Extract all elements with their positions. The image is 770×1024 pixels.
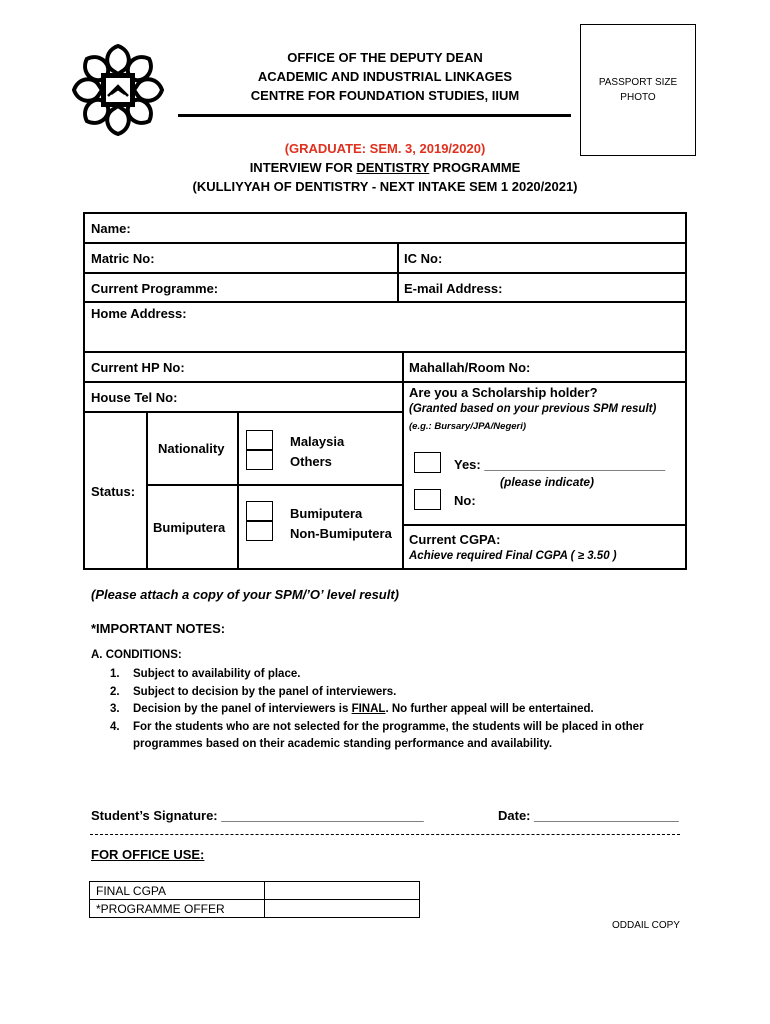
scholarship-question: Are you a Scholarship holder?: [409, 385, 598, 400]
condition-1: Subject to availability of place.: [133, 668, 301, 680]
scholarship-no-label: No:: [454, 493, 476, 508]
scholarship-no-checkbox[interactable]: [414, 489, 441, 510]
status-label: Status:: [91, 484, 136, 499]
cgpa-requirement: Achieve required Final CGPA ( ≥ 3.50 ): [409, 550, 617, 562]
condition-4: For the students who are not selected for the programme, the students will be placed in other programmes based on their academic standing performance and availability.: [133, 720, 644, 750]
scholarship-example: (e.g.: Bursary/JPA/Negeri): [409, 421, 527, 432]
header-divider: [178, 114, 571, 117]
student-signature: Student’s Signature: ____________________________: [91, 808, 424, 823]
graduate-semester: (GRADUATE: SEM. 3, 2019/2020): [284, 141, 486, 156]
name-label: Name:: [91, 221, 131, 236]
home-address-label: Home Address:: [91, 306, 187, 321]
programme-offer-label: *PROGRAMME OFFER: [90, 900, 265, 918]
others-checkbox[interactable]: [246, 450, 273, 470]
bumiputera-label: Bumiputera: [153, 520, 226, 535]
header-line-3: CENTRE FOR FOUNDATION STUDIES, IIUM: [250, 88, 520, 103]
cut-line: [90, 834, 680, 835]
final-cgpa-label: FINAL CGPA: [90, 882, 265, 900]
malaysia-option: Malaysia: [290, 434, 345, 449]
malaysia-checkbox[interactable]: [246, 430, 273, 450]
header-line-1: OFFICE OF THE DEPUTY DEAN: [287, 50, 483, 65]
bumiputera-checkbox[interactable]: [246, 501, 273, 521]
office-use-table: [89, 881, 420, 918]
passport-photo-box: [580, 24, 696, 156]
header-line-2: ACADEMIC AND INDUSTRIAL LINKAGES: [257, 69, 513, 84]
important-notes-heading: *IMPORTANT NOTES:: [91, 621, 226, 636]
email-label: E-mail Address:: [404, 281, 503, 296]
final-cgpa-value[interactable]: [265, 882, 420, 900]
condition-3: Decision by the panel of interviewers is FINAL. No further appeal will be entertained.: [133, 703, 594, 715]
non-bumiputera-option: Non-Bumiputera: [290, 526, 392, 541]
programme-offer-value[interactable]: [265, 900, 420, 918]
others-option: Others: [290, 454, 332, 469]
signature-date: Date: ____________________: [498, 808, 679, 823]
programme-label: Current Programme:: [91, 281, 219, 296]
interview-title: INTERVIEW FOR DENTISTRY PROGRAMME: [249, 160, 521, 175]
hp-label: Current HP No:: [91, 360, 185, 375]
matric-label: Matric No:: [91, 251, 155, 266]
condition-2: Subject to decision by the panel of interviewers.: [133, 685, 397, 698]
please-indicate: (please indicate): [500, 475, 595, 489]
scholarship-yes-label: Yes: _________________________: [454, 457, 666, 472]
cgpa-label: Current CGPA:: [409, 532, 501, 547]
office-use-heading: FOR OFFICE USE:: [91, 847, 205, 862]
conditions-heading: A. CONDITIONS:: [91, 649, 182, 661]
mahallah-label: Mahallah/Room No:: [409, 360, 531, 375]
photo-label-1: PASSPORT SIZE: [598, 77, 678, 88]
nationality-label: Nationality: [158, 441, 225, 456]
bumiputera-option: Bumiputera: [290, 506, 363, 521]
house-tel-label: House Tel No:: [91, 390, 178, 405]
university-logo: [68, 40, 168, 140]
ic-label: IC No:: [404, 251, 443, 266]
non-bumiputera-checkbox[interactable]: [246, 521, 273, 541]
attach-note: (Please attach a copy of your SPM/’O’ level result): [91, 587, 400, 602]
photo-label-2: PHOTO: [620, 92, 656, 103]
copy-label: ODDAIL COPY: [612, 920, 680, 931]
conditions-list: 1. Subject to availability of place. 2. Subject to decision by the panel of interviewers. 3. Decision by the panel of interviewers is FINAL. No further appeal will be entertained. 4. For the students who are not selected for the programme, the students will be placed in other programmes based on their academic standing performance and availability.: [110, 666, 690, 754]
kulliyyah-intake: (KULLIYYAH OF DENTISTRY - NEXT INTAKE SEM 1 2020/2021): [192, 179, 578, 194]
scholarship-yes-checkbox[interactable]: [414, 452, 441, 473]
scholarship-note: (Granted based on your previous SPM result): [409, 403, 657, 415]
programme-name: DENTISTRY: [356, 160, 430, 175]
